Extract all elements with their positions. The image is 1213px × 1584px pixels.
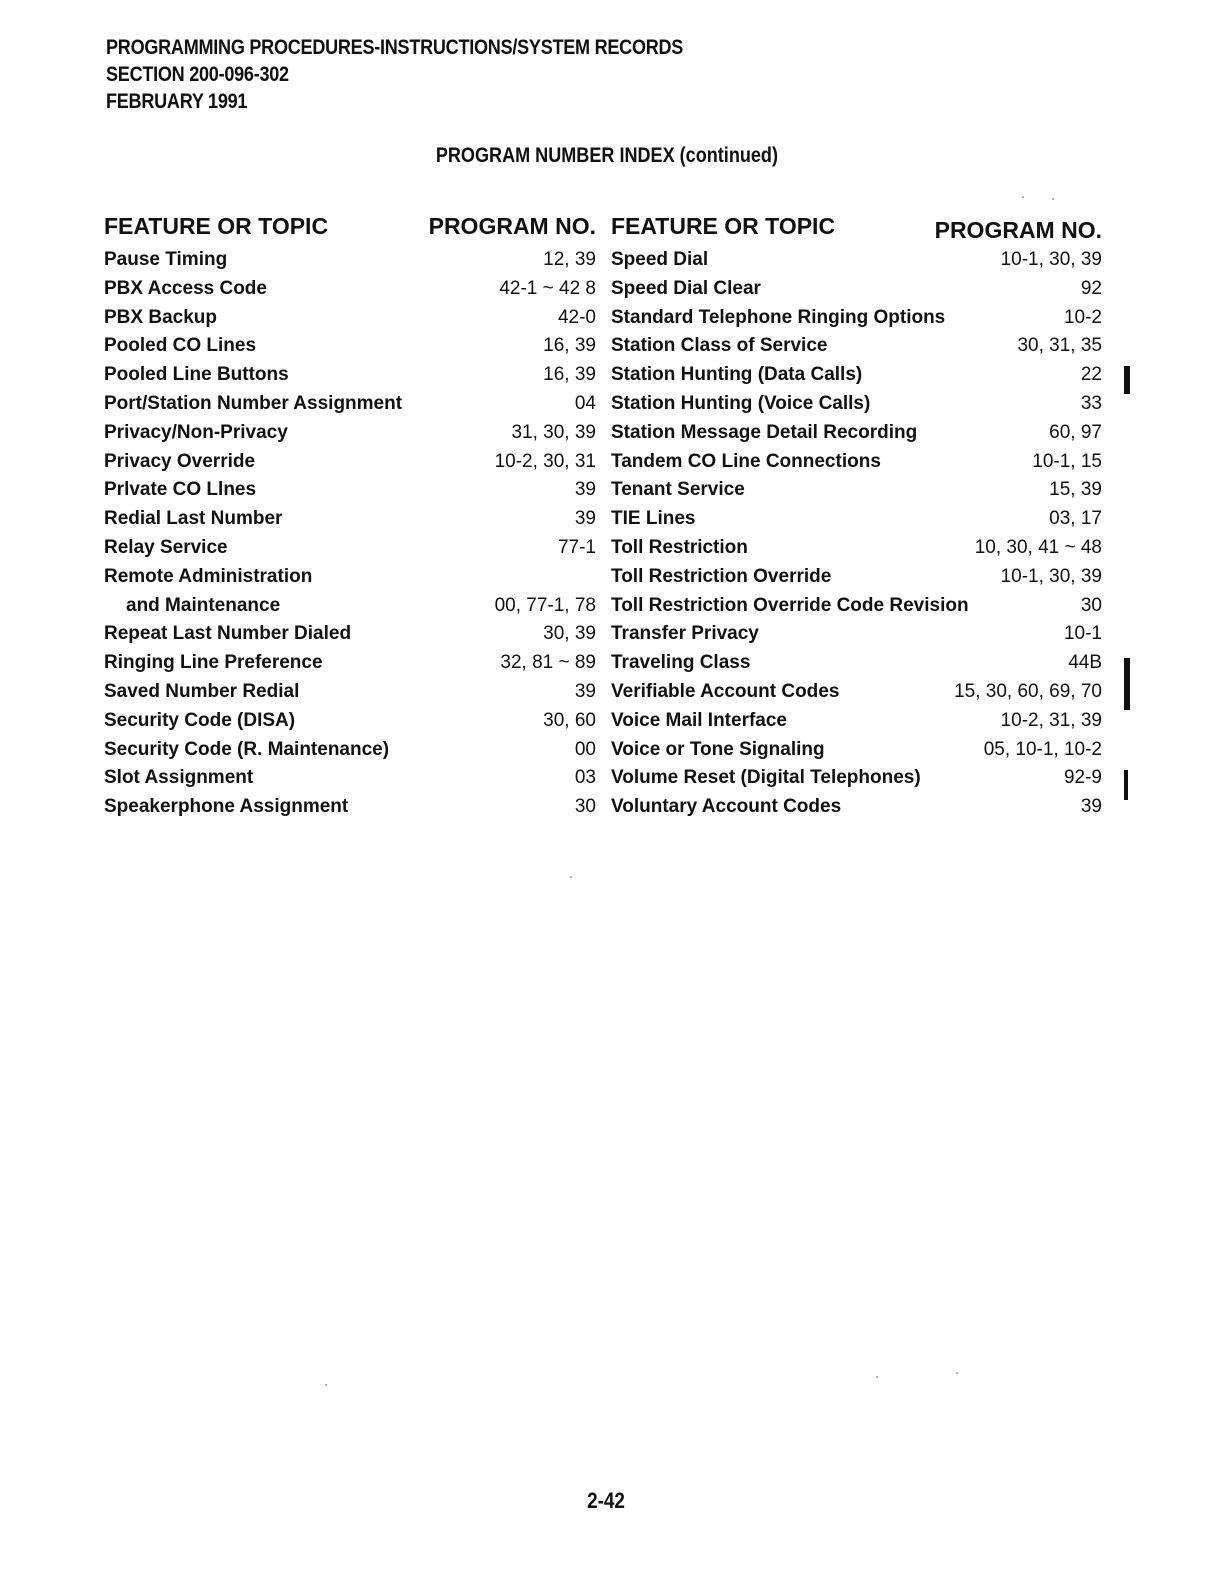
program-number: 10-1, 15 bbox=[1032, 450, 1102, 472]
right-rows bbox=[611, 246, 1102, 822]
header-section: SECTION 200-096-302 bbox=[106, 63, 289, 86]
program-number: 12, 39 bbox=[543, 249, 596, 270]
scan-speck bbox=[1052, 198, 1054, 200]
program-number: 30, 60 bbox=[543, 709, 596, 731]
index-row bbox=[104, 448, 596, 477]
program-number: 05, 10-1, 10-2 bbox=[983, 738, 1102, 760]
program-number: 03 bbox=[574, 767, 596, 789]
feature-name: Verifiable Account Codes bbox=[611, 680, 840, 702]
program-number: 22 bbox=[1080, 364, 1102, 386]
feature-name: Ringing Line Preference bbox=[104, 652, 323, 674]
index-row bbox=[611, 620, 1102, 649]
feature-name: Slot Assignment bbox=[104, 767, 254, 789]
feature-header: FEATURE OR TOPIC bbox=[104, 213, 329, 239]
header-date: FEBRUARY 1991 bbox=[106, 90, 248, 113]
index-row bbox=[611, 736, 1102, 765]
index-row bbox=[104, 678, 596, 707]
feature-name: Privacy/Non-Privacy bbox=[104, 421, 288, 443]
program-number: 16, 39 bbox=[543, 364, 596, 386]
program-number: 44B bbox=[1068, 652, 1102, 674]
feature-name: Pooled CO Lines bbox=[104, 335, 257, 357]
program-number: 04 bbox=[574, 392, 596, 414]
index-row bbox=[104, 332, 596, 361]
index-row bbox=[104, 793, 596, 822]
program-number: 42-1 ~ 42 8 bbox=[499, 277, 596, 299]
program-header: PROGRAM NO. bbox=[428, 213, 596, 239]
index-row bbox=[611, 563, 1102, 592]
program-number: 92 bbox=[1080, 277, 1102, 299]
index-row bbox=[104, 563, 596, 592]
feature-name: Security Code (DISA) bbox=[104, 709, 296, 731]
feature-name: Pause Timing bbox=[104, 249, 228, 270]
feature-name: Privacy Override bbox=[104, 450, 256, 472]
index-row bbox=[611, 476, 1102, 505]
program-number: 15, 30, 60, 69, 70 bbox=[954, 680, 1102, 702]
index-row bbox=[611, 505, 1102, 534]
index-row bbox=[611, 764, 1102, 793]
program-number: 30 bbox=[574, 796, 596, 818]
index-row bbox=[611, 304, 1102, 333]
index-row bbox=[104, 649, 596, 678]
feature-name: Toll Restriction Override Code Revision bbox=[611, 594, 969, 616]
feature-name: Station Message Detail Recording bbox=[611, 421, 918, 443]
feature-name: Traveling Class bbox=[611, 652, 751, 674]
index-row bbox=[104, 505, 596, 534]
program-number: 10-1 bbox=[1063, 623, 1102, 645]
index-row bbox=[611, 678, 1102, 707]
right-column-header bbox=[611, 212, 1102, 246]
feature-name: Tenant Service bbox=[611, 479, 745, 501]
program-number: 15, 39 bbox=[1049, 479, 1102, 501]
program-number: 39 bbox=[574, 508, 596, 530]
feature-name: Pooled Line Buttons bbox=[104, 364, 289, 386]
program-header: PROGRAM NO. bbox=[934, 217, 1102, 243]
index-row bbox=[611, 419, 1102, 448]
program-number: 10-2 bbox=[1063, 306, 1102, 328]
program-number: 10-2, 30, 31 bbox=[494, 450, 596, 472]
program-number: 42-0 bbox=[557, 306, 596, 328]
program-number: 60, 97 bbox=[1049, 421, 1102, 443]
feature-name: PBX Backup bbox=[104, 306, 217, 328]
index-row bbox=[104, 707, 596, 736]
program-number: 00 bbox=[574, 738, 596, 760]
program-number: 32, 81 ~ 89 bbox=[500, 652, 596, 674]
program-number: 30, 31, 35 bbox=[1017, 335, 1102, 357]
feature-name: Speed Dial Clear bbox=[611, 277, 761, 299]
index-row bbox=[611, 592, 1102, 621]
left-index-column bbox=[104, 212, 596, 822]
scan-speck bbox=[1022, 196, 1024, 198]
program-number: 30 bbox=[1080, 594, 1102, 616]
program-number: 39 bbox=[574, 680, 596, 702]
feature-name: Volume Reset (Digital Telephones) bbox=[611, 767, 921, 789]
index-row bbox=[104, 534, 596, 563]
index-row bbox=[611, 649, 1102, 678]
change-bar bbox=[1124, 366, 1130, 394]
feature-name: PBX Access Code bbox=[104, 277, 267, 299]
program-number: 33 bbox=[1080, 392, 1102, 414]
index-row bbox=[611, 332, 1102, 361]
scan-speck bbox=[325, 1384, 327, 1386]
feature-name: Port/Station Number Assignment bbox=[104, 392, 403, 414]
feature-name: Station Hunting (Voice Calls) bbox=[611, 392, 871, 414]
index-row bbox=[611, 246, 1102, 275]
right-index-column bbox=[611, 212, 1102, 822]
program-number: 39 bbox=[574, 479, 596, 501]
feature-name: Remote Administration bbox=[104, 565, 313, 587]
index-row bbox=[104, 361, 596, 390]
feature-name: Repeat Last Number Dialed bbox=[104, 623, 352, 645]
index-row bbox=[611, 534, 1102, 563]
index-title: PROGRAM NUMBER INDEX (continued) bbox=[435, 144, 778, 167]
index-row bbox=[611, 793, 1102, 822]
scan-speck bbox=[570, 876, 572, 878]
program-number: 16, 39 bbox=[543, 335, 596, 357]
program-number: 10-2, 31, 39 bbox=[1000, 709, 1102, 731]
index-row bbox=[104, 246, 596, 275]
index-row bbox=[611, 361, 1102, 390]
scan-speck bbox=[876, 1376, 878, 1378]
index-row bbox=[611, 275, 1102, 304]
feature-name: TIE Lines bbox=[611, 508, 696, 530]
feature-name: Prlvate CO Llnes bbox=[104, 479, 257, 501]
feature-name: Tandem CO Line Connections bbox=[611, 450, 881, 472]
feature-name: Transfer Privacy bbox=[611, 623, 759, 645]
program-number: 77-1 bbox=[557, 536, 596, 558]
left-column-header bbox=[104, 212, 596, 246]
feature-name: Redial Last Number bbox=[104, 508, 283, 530]
feature-name: Relay Service bbox=[104, 536, 228, 558]
feature-name: Station Class of Service bbox=[611, 335, 828, 357]
document-header bbox=[106, 34, 683, 115]
page-number: 2-42 bbox=[587, 1488, 626, 1513]
feature-header: FEATURE OR TOPIC bbox=[611, 213, 836, 239]
feature-name: Security Code (R. Maintenance) bbox=[104, 738, 390, 760]
index-row bbox=[104, 275, 596, 304]
feature-name: Speed Dial bbox=[611, 249, 709, 270]
program-number: 31, 30, 39 bbox=[511, 421, 596, 443]
index-row bbox=[104, 620, 596, 649]
feature-name: Toll Restriction bbox=[611, 536, 748, 558]
feature-name: and Maintenance bbox=[126, 594, 281, 616]
index-row bbox=[104, 592, 596, 621]
index-row bbox=[611, 448, 1102, 477]
program-number: 00, 77-1, 78 bbox=[494, 594, 596, 616]
index-row bbox=[104, 764, 596, 793]
feature-name: Saved Number Redial bbox=[104, 680, 300, 702]
feature-name: Voice Mail Interface bbox=[611, 709, 787, 731]
program-number: 39 bbox=[1080, 796, 1102, 818]
index-row bbox=[104, 419, 596, 448]
program-number: 03, 17 bbox=[1049, 508, 1102, 530]
index-row bbox=[611, 707, 1102, 736]
program-number: 10-1, 30, 39 bbox=[1000, 249, 1102, 270]
index-row bbox=[104, 304, 596, 333]
header-title: PROGRAMMING PROCEDURES-INSTRUCTIONS/SYSTEM RECORDS bbox=[106, 36, 684, 59]
feature-name: Speakerphone Assignment bbox=[104, 796, 349, 818]
scan-speck bbox=[956, 1372, 958, 1374]
program-number: 30, 39 bbox=[543, 623, 596, 645]
change-bar bbox=[1124, 658, 1130, 710]
program-number: 10, 30, 41 ~ 48 bbox=[974, 536, 1102, 558]
program-number: 10-1, 30, 39 bbox=[1000, 565, 1102, 587]
feature-name: Station Hunting (Data Calls) bbox=[611, 364, 863, 386]
change-bar bbox=[1124, 770, 1128, 800]
feature-name: Voluntary Account Codes bbox=[611, 796, 842, 818]
index-row bbox=[611, 390, 1102, 419]
index-row bbox=[104, 736, 596, 765]
program-number: 92-9 bbox=[1063, 767, 1102, 789]
index-row bbox=[104, 476, 596, 505]
feature-name: Voice or Tone Signaling bbox=[611, 738, 825, 760]
feature-name: Toll Restriction Override bbox=[611, 565, 832, 587]
left-rows bbox=[104, 246, 596, 822]
index-row bbox=[104, 390, 596, 419]
feature-name: Standard Telephone Ringing Options bbox=[611, 306, 946, 328]
